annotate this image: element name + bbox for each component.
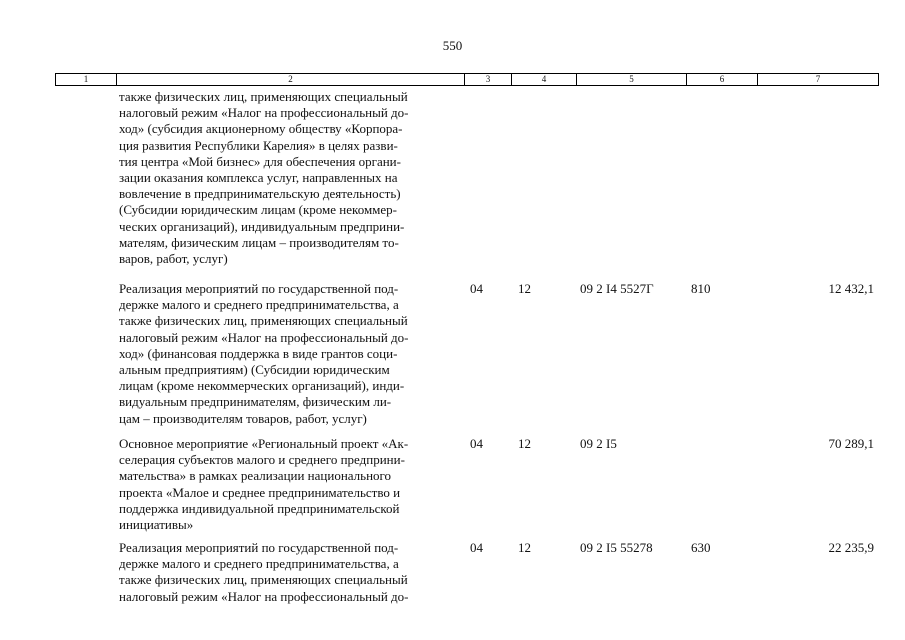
header-col-3: 3 [464, 74, 511, 85]
header-col-7: 7 [757, 74, 879, 85]
row-target-article: 09 2 I4 5527Г [580, 281, 654, 296]
header-col-6: 6 [686, 74, 757, 85]
page-number: 550 [442, 38, 463, 53]
row-description: Реализация мероприятий по государственной под- держке малого и среднего предпринимательства, а также физических лиц, применяющих специальный налоговый режим «Налог на профессиональный до- ход» (финансовая поддержка в виде грантов соци- альным предприятиям) (Субсидии юридическим лицам (кроме некоммерческих организаций), инди- видуальным предпринимателям, физическим ли- цам – производителям товаров, работ, услуг) [119, 281, 409, 426]
row-subsection: 12 [518, 540, 531, 555]
row-target-article: 09 2 I5 [580, 436, 617, 451]
row-section: 04 [470, 436, 483, 451]
header-col-5: 5 [576, 74, 686, 85]
table-header-row [55, 73, 879, 86]
row-description: Основное мероприятие «Региональный проект «Ак- селерация субъектов малого и среднего предприни- мательства» в рамках реализации национального проекта «Малое и среднее предпринимательство и поддержка индивидуальной предпринимательской инициативы» [119, 436, 409, 533]
header-col-2: 2 [116, 74, 464, 85]
row-sum: 22 235,9 [828, 540, 874, 555]
row-target-article: 09 2 I5 55278 [580, 540, 653, 555]
header-col-1: 1 [55, 74, 116, 85]
row-section: 04 [470, 281, 483, 296]
row-subsection: 12 [518, 436, 531, 451]
row-expense-type: 630 [691, 540, 711, 555]
row-section: 04 [470, 540, 483, 555]
row-sum: 70 289,1 [828, 436, 874, 451]
row-description: Реализация мероприятий по государственной под- держке малого и среднего предпринимательства, а также физических лиц, применяющих специальный налоговый режим «Налог на профессиональный до- [119, 540, 409, 604]
row-expense-type: 810 [691, 281, 711, 296]
row-description: также физических лиц, применяющих специальный налоговый режим «Налог на профессиональный до- ход» (субсидия акционерному обществу «Корпора- ция развития Республики Карелия» в целях разви- тия центра «Мой бизнес» для обеспечения органи- зации оказания комплекса услуг, направленных на вовлечение в предпринимательскую деятельность) (Субсидии юридическим лицам (кроме некоммер- ческих организаций), индивидуальным предприни- мателям, физическим лицам – производителям то- варов, работ, услуг) [119, 89, 409, 267]
header-col-4: 4 [511, 74, 576, 85]
row-sum: 12 432,1 [828, 281, 874, 296]
row-subsection: 12 [518, 281, 531, 296]
